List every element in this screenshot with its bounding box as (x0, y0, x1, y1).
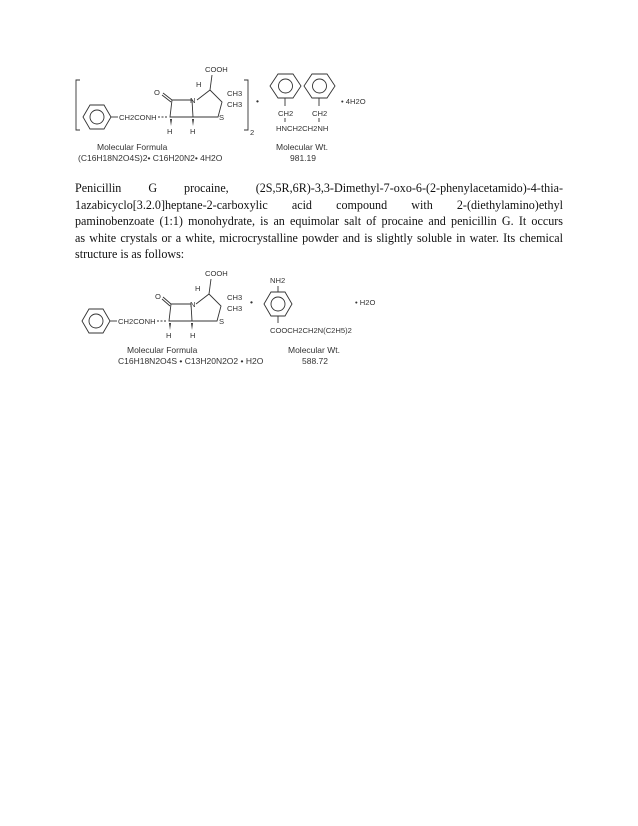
diamine-label: HNCH2CH2NH (276, 124, 329, 133)
ester-label: COOCH2CH2N(C2H5)2 (270, 326, 352, 335)
molecular-weight: 981.19 (290, 153, 316, 163)
paragraph-line-3: paminobenzoate (1:1) monohydrate, is an equimolar salt of procaine and penicillin G. It occurs (75, 214, 563, 229)
carbonyl-o-label: O (154, 88, 160, 97)
hydrate-label-2: • H2O (355, 298, 376, 307)
molecular-formula: (C16H18N2O4S)2• C16H20N2• 4H2O (78, 153, 223, 163)
chemical-structure-figure-2 (0, 0, 638, 380)
ch3-top-label-2: CH3 (227, 293, 243, 302)
paragraph-line-5: structure is as follows: (75, 247, 185, 262)
cooh-label-2: COOH (205, 269, 228, 278)
ch2-right-label: CH2 (312, 109, 328, 118)
molecular-weight-2: 588.72 (302, 356, 328, 366)
h-label: H (196, 80, 202, 89)
nh2-label: NH2 (270, 276, 286, 285)
dot-separator-1: • (256, 96, 259, 106)
molecular-formula-2: C16H18N2O4S • C13H20N2O2 • H2O (118, 356, 264, 366)
cooh-label: COOH (205, 65, 228, 74)
paragraph-line-1: Penicillin G procaine, (2S,5R,6R)-3,3-Dimethyl-7-oxo-6-(2-phenylacetamido)-4-thia- (75, 181, 563, 195)
paragraph-line-4: as white crystals or a white, microcrystalline powder and is slightly soluble in water. Its chemical (75, 230, 563, 245)
weight-caption-2: Molecular Wt. (288, 345, 340, 355)
side-chain-label: CH2CONH (119, 113, 157, 122)
side-chain-label-2: CH2CONH (118, 317, 156, 326)
ch2-left-label: CH2 (278, 109, 294, 118)
h-label-2: H (195, 284, 201, 293)
dot-separator-2: • (250, 297, 253, 307)
hydrate-label: • 4H2O (341, 97, 366, 106)
carbonyl-o-label-2: O (155, 292, 161, 301)
n-atom-label: N (190, 96, 196, 105)
h-right-label: H (190, 127, 196, 136)
weight-caption: Molecular Wt. (276, 142, 328, 152)
s-atom-label-2: S (219, 317, 225, 326)
benzene-ring-4 (82, 309, 110, 333)
s-atom-label: S (219, 113, 225, 122)
formula-caption: Molecular Formula (97, 142, 168, 152)
h-right-label-2: H (190, 331, 196, 340)
paragraph-line-2: 1azabicyclo[3.2.0]heptane-2-carboxylic acid compound with 2-(diethylamino)ethyl (75, 197, 563, 212)
n-atom-label-2: N (190, 300, 196, 309)
h-left-label: H (167, 127, 173, 136)
ch3-top-label: CH3 (227, 89, 243, 98)
formula-caption-2: Molecular Formula (127, 345, 198, 355)
ch3-bottom-label-2: CH3 (227, 304, 243, 313)
ch3-bottom-label: CH3 (227, 100, 243, 109)
benzene-ring-5 (264, 292, 292, 316)
h-left-label-2: H (166, 331, 172, 340)
bracket-subscript: 2 (250, 128, 255, 137)
